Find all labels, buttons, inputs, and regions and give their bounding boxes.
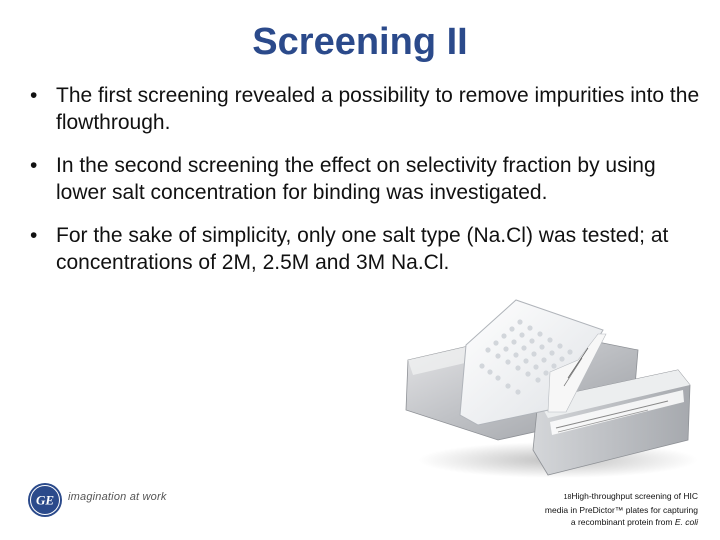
- bullet-item: [28, 152, 700, 206]
- caption-line: a recombinant protein from: [570, 517, 675, 527]
- bullet-text: The first screening revealed a possibility to remove impurities into the flowthrough.: [56, 84, 700, 134]
- ge-logo-text: GE: [35, 492, 55, 508]
- bullet-text: For the sake of simplicity, only one salt type (Na.Cl) was tested; at concentrations of 2M, 2.5M and 3M Na.Cl.: [56, 224, 669, 274]
- tagline: imagination at work: [68, 491, 167, 503]
- figure-caption: [498, 490, 698, 528]
- bullet-list: [28, 82, 700, 292]
- caption-line: High-throughput screening of HIC: [571, 491, 698, 501]
- predictor-plates-photo: [398, 290, 698, 480]
- bullet-item: [28, 222, 700, 276]
- caption-line: media in PreDictor™ plates for capturing: [544, 505, 698, 515]
- bullet-marker: •: [30, 154, 38, 177]
- ge-logo: [27, 482, 63, 518]
- caption-organism: E. coli: [674, 517, 698, 527]
- slide-title: Screening II: [252, 21, 468, 63]
- bullet-text: In the second screening the effect on selectivity fraction by using lower salt concentration for binding was investigated.: [56, 154, 656, 204]
- slide-number: 18: [563, 494, 572, 501]
- bullet-item: [28, 82, 700, 136]
- bullet-marker: •: [30, 224, 38, 247]
- bullet-marker: •: [30, 84, 38, 107]
